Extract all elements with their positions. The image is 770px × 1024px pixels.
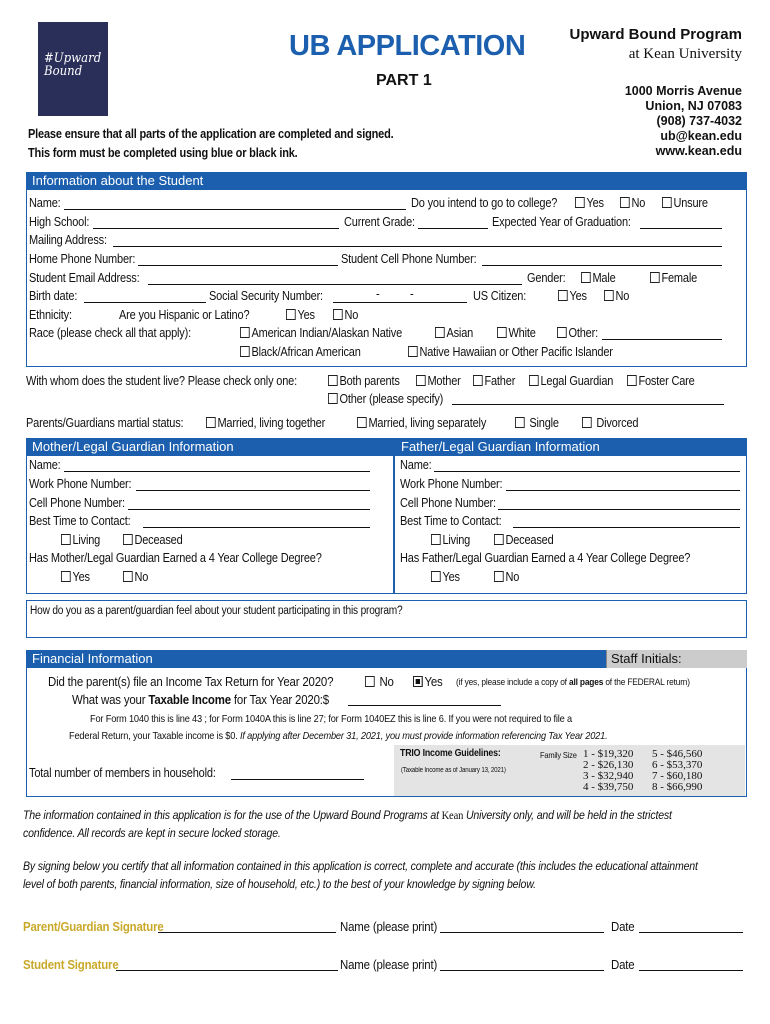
website: www.kean.edu <box>655 144 742 158</box>
father-living[interactable] <box>431 533 470 547</box>
guideline-row: 4 - $39,750 <box>583 781 634 793</box>
guideline-row: 5 - $46,560 <box>652 748 703 760</box>
taxable-income-field[interactable] <box>348 694 501 706</box>
checkbox[interactable] <box>61 571 71 582</box>
father-cell-field[interactable] <box>498 498 740 510</box>
father-name-field[interactable] <box>434 460 740 472</box>
father-deceased[interactable] <box>494 533 554 547</box>
marital-single[interactable] <box>515 416 559 430</box>
father-work-label: Work Phone Number: <box>400 477 503 491</box>
address-line-1: 1000 Morris Avenue <box>624 84 742 98</box>
note-italic: If applying after December 31, 2021, you must provide information referencing Tax Year 2021. <box>239 730 608 742</box>
option-label: Legal Guardian <box>540 374 614 388</box>
mother-degree-no[interactable] <box>123 570 148 584</box>
household-label: Total number of members in household: <box>29 766 216 780</box>
father-best-label: Best Time to Contact: <box>400 514 502 528</box>
parent-date-label: Date <box>611 919 635 934</box>
checkbox[interactable] <box>123 534 133 545</box>
ssn-dash: - <box>376 287 380 301</box>
father-degree-yes[interactable] <box>431 570 460 584</box>
checkbox-checked[interactable] <box>413 676 423 687</box>
gender-female[interactable] <box>650 271 697 285</box>
certify-line-1: By signing below you certify that all information contained in this application is correct, complete and accurate (this includes the educational attainment <box>23 859 698 873</box>
tax-yes-note <box>456 677 690 688</box>
taxable-income-question <box>72 692 329 707</box>
trio-title: TRIO Income Guidelines: <box>400 748 501 759</box>
option-label: No <box>505 570 520 584</box>
certify-line-2: level of both parents, financial information, size of household, etc.) to the best of your knowledge by signing below. <box>23 877 536 891</box>
ethnicity-label: Ethnicity: <box>29 308 72 322</box>
mailing-label: Mailing Address: <box>29 233 107 247</box>
mother-cell-field[interactable] <box>128 498 370 510</box>
gender-label: Gender: <box>527 271 566 285</box>
living-legal-guardian[interactable] <box>529 374 613 388</box>
note-text: The information contained in this application is for the use of the Upward Bound Programs at <box>23 808 442 822</box>
guidelines-col-1 <box>583 749 633 793</box>
checkbox[interactable] <box>581 272 591 283</box>
household-field[interactable] <box>231 768 364 780</box>
email-label: Student Email Address: <box>29 271 140 285</box>
birth-label: Birth date: <box>29 289 78 303</box>
checkbox[interactable] <box>408 346 418 357</box>
ssn-label: Social Security Number: <box>209 289 323 303</box>
option-label: Foster Care <box>638 374 695 388</box>
guideline-row: 8 - $66,990 <box>652 781 703 793</box>
checkbox[interactable] <box>557 327 567 338</box>
parent-signature-field[interactable] <box>158 921 336 933</box>
race-american-indian[interactable] <box>240 326 402 340</box>
student-section-header: Information about the Student <box>26 172 747 190</box>
father-cell-label: Cell Phone Number: <box>400 496 496 510</box>
mother-living[interactable] <box>61 533 100 547</box>
email-field[interactable] <box>148 273 522 285</box>
option-label: White <box>508 326 536 340</box>
checkbox[interactable] <box>240 346 250 357</box>
checkbox[interactable] <box>286 309 296 320</box>
option-label: Married, living together <box>217 416 326 430</box>
checkbox[interactable] <box>328 393 338 404</box>
upward-bound-logo <box>38 22 108 116</box>
student-date-field[interactable] <box>639 959 743 971</box>
birth-field[interactable] <box>84 291 206 303</box>
option-label: Native Hawaiian or Other Pacific Islander <box>419 345 613 359</box>
checkbox[interactable] <box>558 290 568 301</box>
checkbox[interactable] <box>575 197 585 208</box>
college-no[interactable] <box>620 196 645 210</box>
privacy-note-line-1 <box>23 808 672 823</box>
checkbox[interactable] <box>494 571 504 582</box>
student-signature-label: Student Signature <box>23 957 119 972</box>
grade-label: Current Grade: <box>344 215 415 229</box>
option-label: Yes <box>586 196 604 210</box>
option-label: Asian <box>446 326 474 340</box>
staff-initials: Staff Initials: <box>606 650 747 668</box>
option-label: No <box>134 570 149 584</box>
option-label: Yes <box>72 570 90 584</box>
mother-degree-yes[interactable] <box>61 570 90 584</box>
guideline-row: 7 - $60,180 <box>652 770 703 782</box>
option-label: Unsure <box>673 196 708 210</box>
option-label: Yes <box>424 674 443 689</box>
mother-work-field[interactable] <box>136 479 370 491</box>
grade-field[interactable] <box>418 217 488 229</box>
form-line-note: For Form 1040 this is line 43 ; for Form 1040A this is line 27; for Form 1040EZ this is line 6. If you were not required to file a <box>90 713 572 725</box>
cell-phone-label: Student Cell Phone Number: <box>341 252 477 266</box>
checkbox[interactable] <box>529 375 539 386</box>
checkbox[interactable] <box>365 676 375 687</box>
program-name: Upward Bound Program <box>569 26 742 43</box>
option-label: Male <box>592 271 616 285</box>
college-unsure[interactable] <box>662 196 708 210</box>
page-title: UB APPLICATION <box>289 30 526 62</box>
mother-name-label: Name: <box>29 458 61 472</box>
parent-print-label: Name (please print) <box>340 919 438 934</box>
instruction-2: This form must be completed using blue or black ink. <box>28 146 298 160</box>
home-phone-field[interactable] <box>138 254 338 266</box>
checkbox[interactable] <box>497 327 507 338</box>
option-label: Other (please specify) <box>339 392 444 406</box>
university-name: at Kean University <box>628 46 742 62</box>
option-label: Female <box>661 271 698 285</box>
student-name-field[interactable] <box>64 198 406 210</box>
living-father[interactable] <box>473 374 515 388</box>
living-question: With whom does the student live? Please check only one: <box>26 374 297 388</box>
gender-male[interactable] <box>581 271 616 285</box>
instruction-1: Please ensure that all parts of the application are completed and signed. <box>28 127 394 141</box>
hispanic-no[interactable] <box>333 308 358 322</box>
marital-divorced[interactable] <box>582 416 638 430</box>
option-label: No <box>615 289 630 303</box>
race-black[interactable] <box>240 345 361 359</box>
checkbox[interactable] <box>662 197 672 208</box>
checkbox[interactable] <box>333 309 343 320</box>
option-label: Divorced <box>596 416 639 430</box>
mother-name-field[interactable] <box>64 460 370 472</box>
note-bold: all pages <box>568 677 604 688</box>
privacy-note-line-2: confidence. All records are kept in secure locked storage. <box>23 826 281 840</box>
parent-date-field[interactable] <box>639 921 743 933</box>
address-line-2: Union, NJ 07083 <box>645 99 742 113</box>
race-other-field[interactable] <box>602 328 722 340</box>
note-text: Federal Return, your Taxable income is $0. <box>69 730 240 742</box>
federal-return-note <box>69 730 607 742</box>
marital-married-separately[interactable] <box>357 416 486 430</box>
checkbox[interactable] <box>431 571 441 582</box>
mailing-field[interactable] <box>113 235 722 247</box>
checkbox[interactable] <box>650 272 660 283</box>
home-phone-label: Home Phone Number: <box>29 252 136 266</box>
student-print-label: Name (please print) <box>340 957 438 972</box>
option-label: Single <box>529 416 559 430</box>
option-label: Living <box>442 533 471 547</box>
option-label: Father <box>484 374 516 388</box>
checkbox[interactable] <box>123 571 133 582</box>
father-name-label: Name: <box>400 458 432 472</box>
living-both-parents[interactable] <box>328 374 400 388</box>
student-signature-field[interactable] <box>116 959 338 971</box>
guideline-row: 2 - $26,130 <box>583 759 634 771</box>
note-text: of the FEDERAL return) <box>603 677 690 688</box>
feel-question: How do you as a parent/guardian feel about your student participating in this program? <box>30 605 403 617</box>
race-asian[interactable] <box>435 326 473 340</box>
father-best-field[interactable] <box>513 516 740 528</box>
option-label: Yes <box>569 289 587 303</box>
mother-cell-label: Cell Phone Number: <box>29 496 125 510</box>
checkbox[interactable] <box>604 290 614 301</box>
guidelines-col-2 <box>652 749 702 793</box>
name-label: Name: <box>29 196 61 210</box>
tax-question: Did the parent(s) file an Income Tax Return for Year 2020? <box>48 674 334 689</box>
grad-year-field[interactable] <box>640 217 722 229</box>
mother-best-label: Best Time to Contact: <box>29 514 131 528</box>
checkbox[interactable] <box>515 417 525 428</box>
option-label: No <box>379 674 394 689</box>
citizen-no[interactable] <box>604 289 629 303</box>
ssn-field[interactable] <box>333 291 467 303</box>
logo-text: #Upward Bound <box>44 51 102 79</box>
checkbox[interactable] <box>61 534 71 545</box>
cell-phone-field[interactable] <box>482 254 722 266</box>
hispanic-yes[interactable] <box>286 308 315 322</box>
financial-section-header: Financial Information <box>26 650 606 668</box>
email-address: ub@kean.edu <box>660 129 742 143</box>
race-label: Race (please check all that apply): <box>29 326 191 340</box>
high-school-field[interactable] <box>93 217 339 229</box>
option-label: Mother <box>427 374 461 388</box>
option-label: Other: <box>568 326 598 340</box>
income-text: What was your <box>72 692 149 707</box>
checkbox[interactable] <box>431 534 441 545</box>
note-text: (if yes, please include a copy of <box>456 677 569 688</box>
high-school-label: High School: <box>29 215 90 229</box>
college-question: Do you intend to go to college? <box>411 196 558 210</box>
income-text: for Tax Year 2020:$ <box>230 692 329 707</box>
student-print-field[interactable] <box>440 959 604 971</box>
note-text: University only, and will be held in the strictest <box>463 808 672 822</box>
checkbox[interactable] <box>627 375 637 386</box>
guideline-row: 6 - $53,370 <box>652 759 703 771</box>
option-label: Black/African American <box>251 345 361 359</box>
contact-block <box>625 84 742 159</box>
living-foster-care[interactable] <box>627 374 695 388</box>
college-yes[interactable] <box>575 196 604 210</box>
option-label: Married, living separately <box>368 416 487 430</box>
checkbox[interactable] <box>435 327 445 338</box>
father-degree-question: Has Father/Legal Guardian Earned a 4 Year College Degree? <box>400 551 691 565</box>
checkbox[interactable] <box>357 417 367 428</box>
mother-deceased[interactable] <box>123 533 183 547</box>
option-label: Deceased <box>505 533 554 547</box>
marital-question: Parents/Guardians martial status: <box>26 416 184 430</box>
option-label: American Indian/Alaskan Native <box>251 326 403 340</box>
race-native-hawaiian[interactable] <box>408 345 613 359</box>
race-other[interactable] <box>557 326 598 340</box>
hispanic-question: Are you Hispanic or Latino? <box>119 308 250 322</box>
parent-print-field[interactable] <box>440 921 604 933</box>
option-label: No <box>344 308 359 322</box>
checkbox[interactable] <box>240 327 250 338</box>
tax-yes[interactable] <box>413 674 443 689</box>
marital-married-together[interactable] <box>206 416 325 430</box>
family-size-label: Family Size <box>540 750 577 760</box>
guideline-row: 1 - $19,320 <box>583 748 634 760</box>
checkbox[interactable] <box>206 417 216 428</box>
note-text: Kean <box>441 808 464 822</box>
checkbox[interactable] <box>416 375 426 386</box>
income-bold: Taxable Income <box>148 692 231 707</box>
mother-best-field[interactable] <box>143 516 370 528</box>
option-label: Deceased <box>134 533 183 547</box>
father-work-field[interactable] <box>506 479 740 491</box>
option-label: Both parents <box>339 374 400 388</box>
student-date-label: Date <box>611 957 635 972</box>
checkbox[interactable] <box>473 375 483 386</box>
checkbox[interactable] <box>494 534 504 545</box>
living-other[interactable] <box>328 392 443 406</box>
living-other-field[interactable] <box>452 393 724 405</box>
option-label: No <box>631 196 646 210</box>
race-white[interactable] <box>497 326 536 340</box>
citizen-yes[interactable] <box>558 289 587 303</box>
mother-section-header: Mother/Legal Guardian Information <box>26 438 393 456</box>
checkbox[interactable] <box>582 417 592 428</box>
phone-number: (908) 737-4032 <box>656 114 742 128</box>
parent-signature-label: Parent/Guardian Signature <box>23 919 164 934</box>
grad-year-label: Expected Year of Graduation: <box>492 215 631 229</box>
mother-work-label: Work Phone Number: <box>29 477 132 491</box>
father-degree-no[interactable] <box>494 570 519 584</box>
father-section-header: Father/Legal Guardian Information <box>395 438 747 456</box>
mother-degree-question: Has Mother/Legal Guardian Earned a 4 Year College Degree? <box>29 551 322 565</box>
citizen-label: US Citizen: <box>473 289 527 303</box>
checkbox[interactable] <box>620 197 630 208</box>
living-mother[interactable] <box>416 374 461 388</box>
parents-divider <box>393 438 395 594</box>
part-label: PART 1 <box>376 72 432 89</box>
trio-subtitle: (Taxable Income as of January 13, 2021) <box>401 767 506 774</box>
option-label: Yes <box>442 570 460 584</box>
option-label: Yes <box>297 308 315 322</box>
tax-no[interactable] <box>365 674 394 689</box>
guideline-row: 3 - $32,940 <box>583 770 634 782</box>
checkbox[interactable] <box>328 375 338 386</box>
ssn-dash: - <box>410 287 414 301</box>
option-label: Living <box>72 533 101 547</box>
